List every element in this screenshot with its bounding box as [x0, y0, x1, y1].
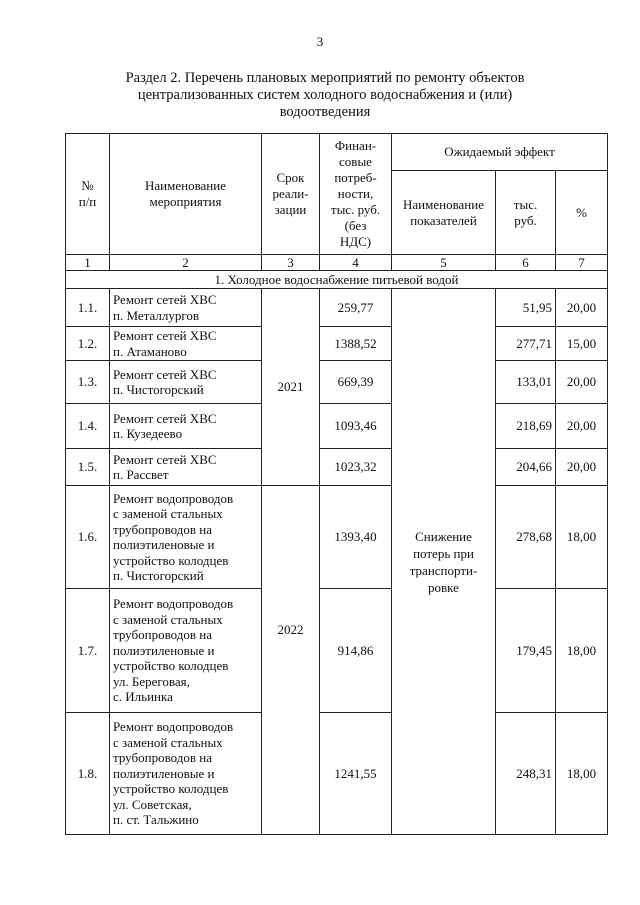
header-num: № п/п: [66, 134, 110, 255]
year-2021: 2021: [262, 289, 320, 486]
table-row: 1.1. Ремонт сетей ХВС п. Металлургов 2021 259,77 Снижение потерь при транспорти- ровке 51,95 20,00: [66, 289, 608, 327]
page-number: 3: [316, 34, 324, 49]
year-2022: 2022: [262, 486, 320, 835]
header-name: Наименование мероприятия: [110, 134, 262, 255]
header-thousand-rub: тыс. руб.: [496, 171, 556, 255]
header-finance: Финан- совые потреб- ности, тыс. руб. (без НДС): [320, 134, 392, 255]
heading-line-3: водоотведения: [279, 104, 371, 120]
table-row: 1.8. Ремонт водопроводов с заменой стальных трубопроводов на полиэтиленовые и устройство колодцев ул. Советская, п. ст. Тальжино 1241,55 248,31 18,00: [66, 713, 608, 835]
header-percent: %: [556, 171, 608, 255]
table-row: 1.2. Ремонт сетей ХВС п. Атаманово 1388,52 277,71 15,00: [66, 327, 608, 361]
section-heading: [90, 70, 560, 121]
heading-line-2: централизованных систем холодного водоснабжения и (или): [137, 87, 513, 103]
column-number-row: 1 2 3 4 5 6 7: [66, 255, 608, 271]
table-row: 1.3. Ремонт сетей ХВС п. Чистогорский 669,39 133,01 20,00: [66, 361, 608, 404]
effect-indicator: Снижение потерь при транспорти- ровке: [392, 289, 496, 835]
table-row: 1.7. Ремонт водопроводов с заменой стальных трубопроводов на полиэтиленовые и устройство колодцев ул. Береговая, с. Ильинка 914,86 179,45 18,00: [66, 589, 608, 713]
table-row: 1.5. Ремонт сетей ХВС п. Рассвет 1023,32 204,66 20,00: [66, 449, 608, 486]
header-term: Срок реали- зации: [262, 134, 320, 255]
table-row: 1.6. Ремонт водопроводов с заменой стальных трубопроводов на полиэтиленовые и устройство колодцев п. Чистогорский 2022 1393,40 278,68 18,00: [66, 486, 608, 589]
header-indicator: Наименование показателей: [392, 171, 496, 255]
header-effect: Ожидаемый эффект: [392, 134, 608, 171]
heading-line-1: Раздел 2. Перечень плановых мероприятий по ремонту объектов: [125, 70, 525, 86]
measures-table: [65, 133, 608, 835]
section-title: 1. Холодное водоснабжение питьевой водой: [66, 271, 608, 289]
table-row: 1.4. Ремонт сетей ХВС п. Кузедеево 1093,46 218,69 20,00: [66, 404, 608, 449]
